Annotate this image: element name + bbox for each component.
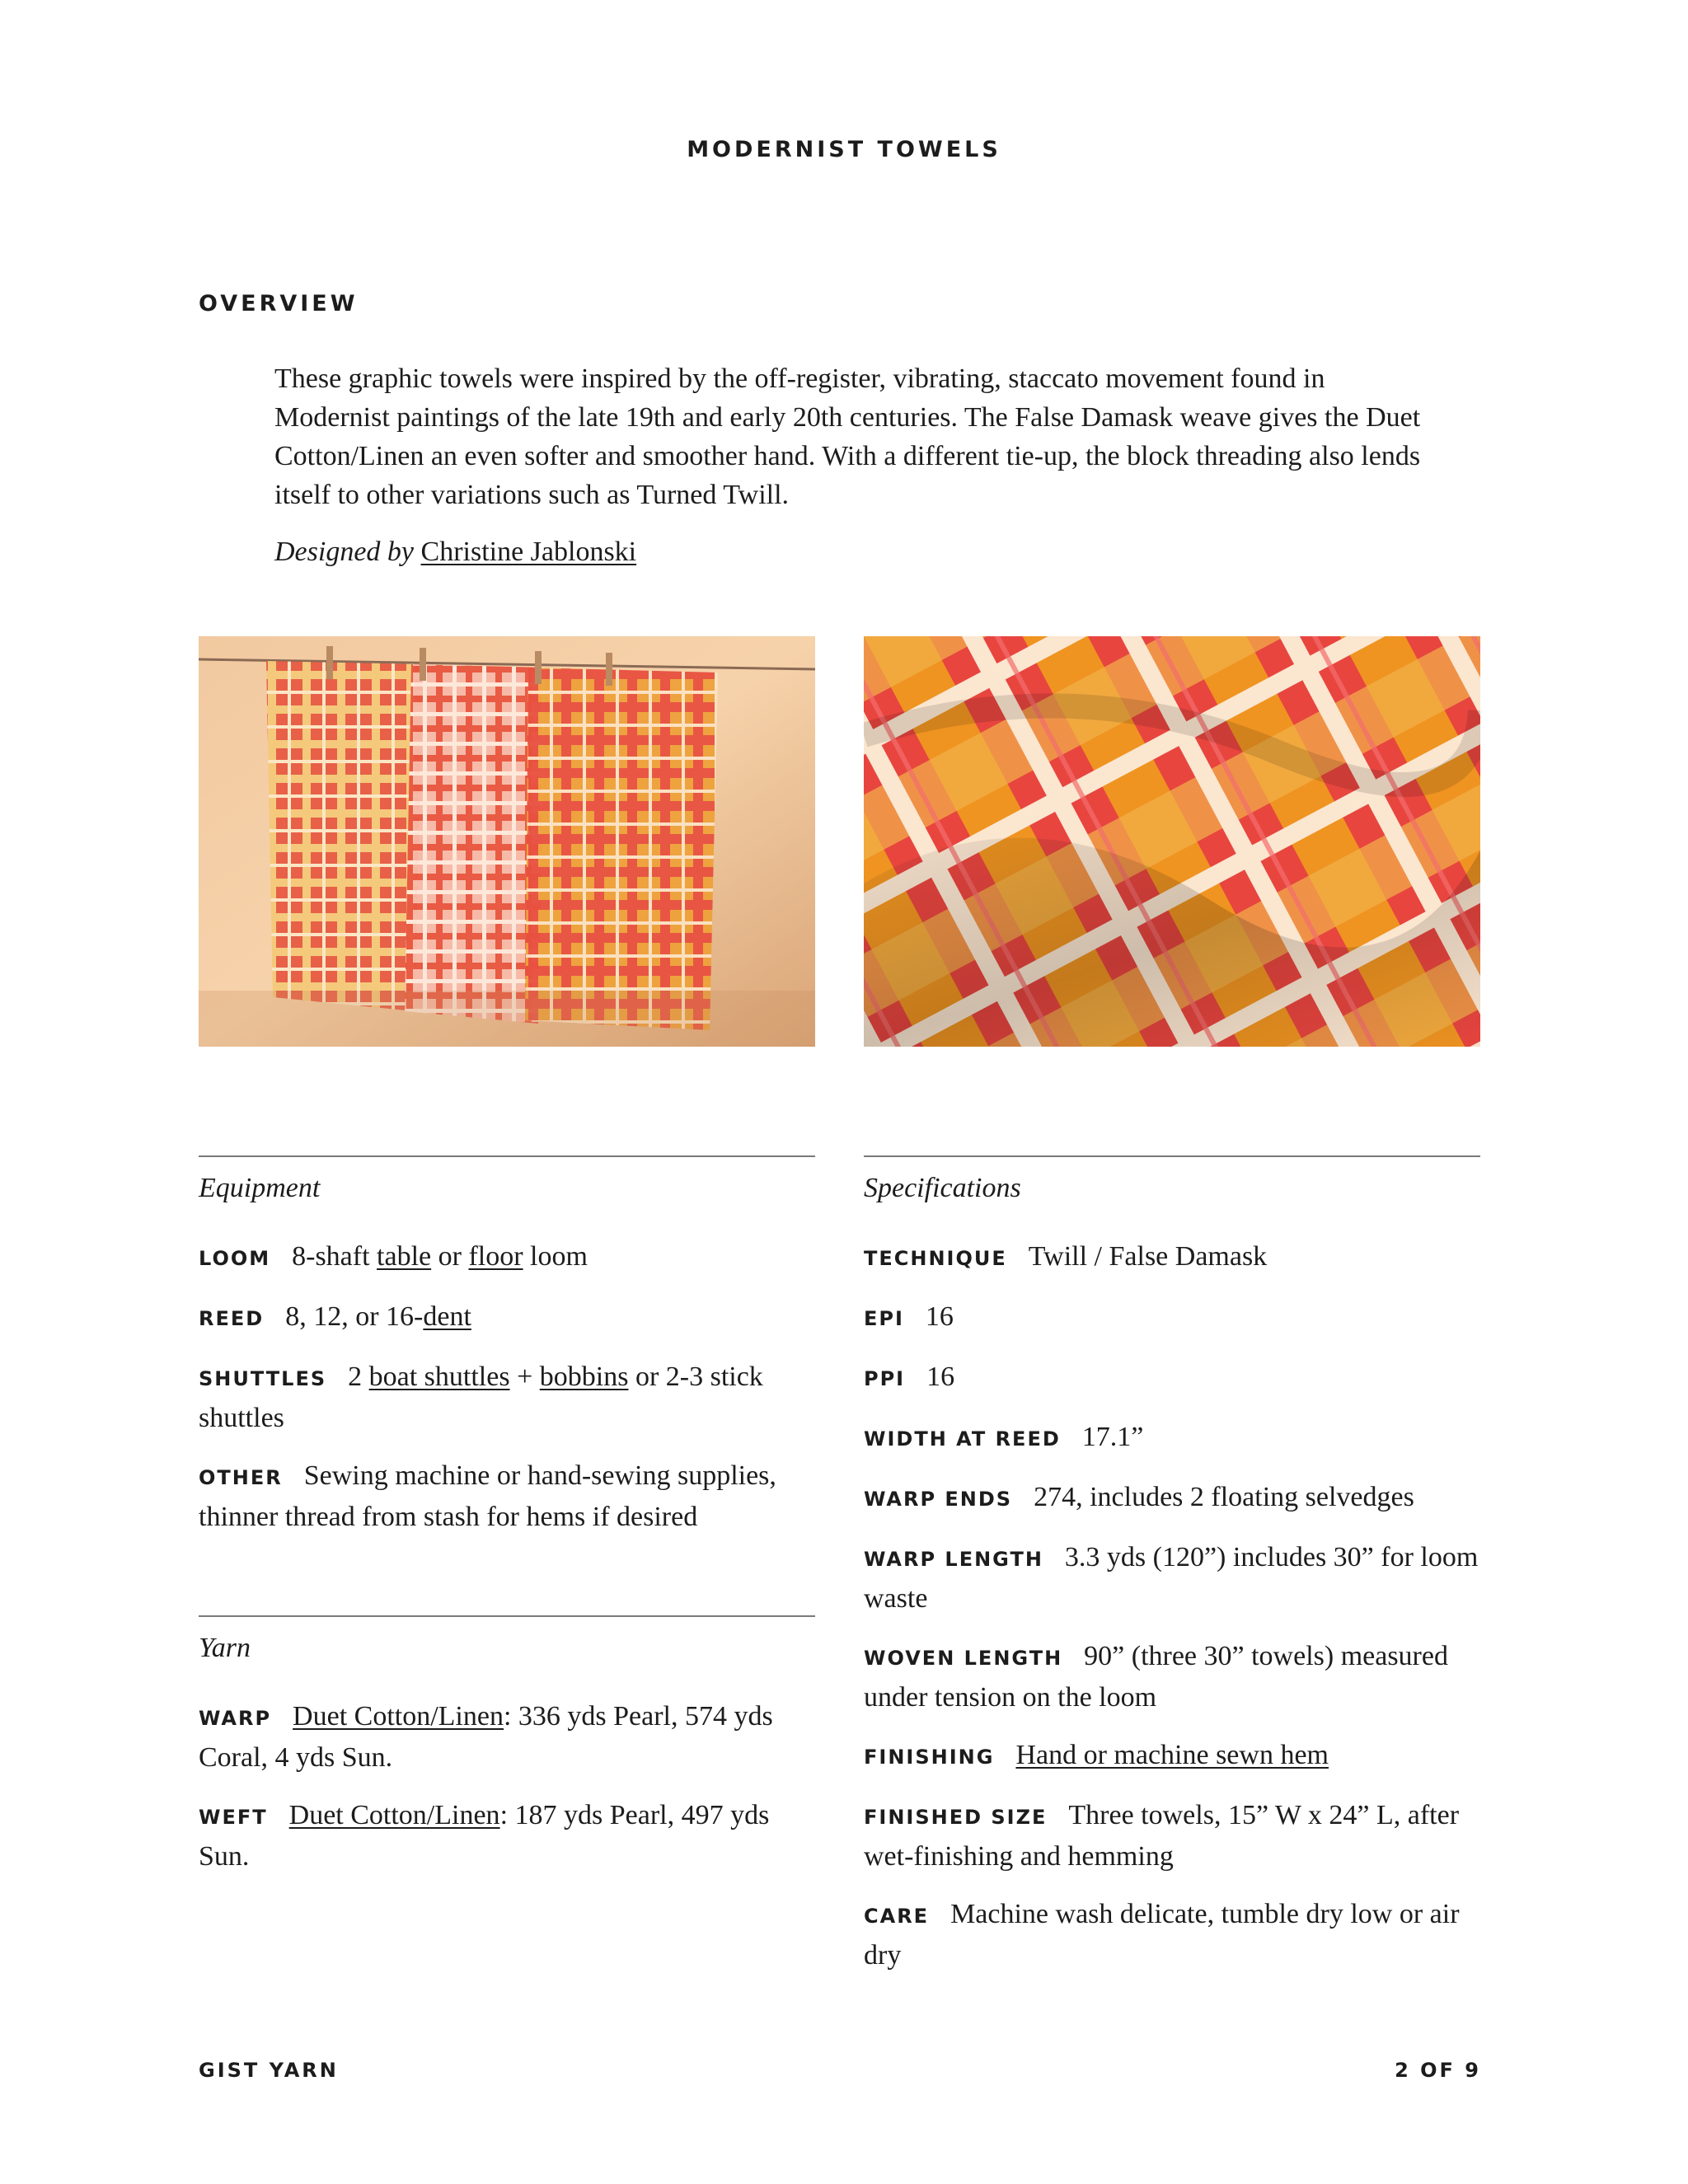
equipment-title: Equipment: [199, 1173, 321, 1203]
floor-loom-link[interactable]: floor: [468, 1241, 523, 1272]
woven-length-label: WOVEN LENGTH: [864, 1647, 1063, 1670]
designed-by: [274, 532, 636, 571]
boat-shuttles-link[interactable]: boat shuttles: [368, 1361, 510, 1392]
warp-yarn-link[interactable]: Duet Cotton/Linen: [293, 1701, 504, 1732]
spec-finishing: [864, 1736, 1480, 1777]
towels-hanging-photo: [199, 636, 815, 1047]
equipment-section: [199, 1155, 815, 1555]
spec-warp-ends: [864, 1478, 1480, 1519]
woven-length-value: 90” (three 30” towels) measured under tension on the loom: [864, 1641, 1448, 1713]
footer-brand: GIST YARN: [199, 2059, 339, 2082]
shuttles-label: SHUTTLES: [199, 1367, 327, 1390]
weft-yarn-link[interactable]: Duet Cotton/Linen: [288, 1800, 500, 1830]
reed-text: 8, 12, or 16-: [285, 1301, 424, 1332]
spec-width-at-reed: [864, 1418, 1480, 1459]
other-value: Sewing machine or hand-sewing supplies, thinner thread from stash for hems if desired: [199, 1460, 776, 1532]
technique-label: TECHNIQUE: [864, 1247, 1007, 1270]
technique-value: Twill / False Damask: [1028, 1241, 1268, 1272]
designed-by-prefix: Designed by: [274, 537, 415, 567]
section-divider: [199, 1615, 815, 1617]
spec-epi: [864, 1297, 1480, 1338]
loom-text-or: or: [431, 1241, 469, 1272]
overview-heading: OVERVIEW: [199, 291, 359, 316]
loom-text-end: loom: [523, 1241, 588, 1272]
finishing-label: FINISHING: [864, 1746, 995, 1769]
table-loom-link[interactable]: table: [377, 1241, 432, 1272]
care-label: CARE: [864, 1905, 930, 1928]
warp-value: : 336 yds Pearl, 574 yds Coral, 4 yds Sun.: [199, 1701, 773, 1773]
width-at-reed-label: WIDTH AT REED: [864, 1427, 1061, 1451]
reed-label: REED: [199, 1307, 265, 1330]
ppi-label: PPI: [864, 1367, 906, 1390]
spec-warp-length: [864, 1538, 1480, 1618]
specifications-section: [864, 1155, 1480, 1994]
section-divider: [199, 1155, 815, 1157]
spec-woven-length: [864, 1637, 1480, 1717]
weft-label: WEFT: [199, 1806, 268, 1829]
equipment-shuttles: [199, 1357, 815, 1437]
shuttles-text-plus: +: [509, 1361, 540, 1392]
spec-ppi: [864, 1357, 1480, 1399]
footer-page-number: 2 OF 9: [1395, 2059, 1481, 2082]
warp-length-label: WARP LENGTH: [864, 1548, 1043, 1571]
weft-value: : 187 yds Pearl, 497 yds Sun.: [199, 1800, 770, 1872]
other-label: OTHER: [199, 1466, 283, 1489]
section-divider: [864, 1155, 1480, 1157]
warp-ends-label: WARP ENDS: [864, 1488, 1013, 1511]
warp-length-value: 3.3 yds (120”) includes 30” for loom waste: [864, 1542, 1479, 1614]
epi-label: EPI: [864, 1307, 904, 1330]
overview-body: These graphic towels were inspired by the off-register, vibrating, staccato movement found in Modernist paintings of the late 19th and early 20th centuries. The False Damask weave gives the Duet Cotton/Linen an even softer and smoother hand. With a different tie-up, the block threading also lends itself to other variations such as Turned Twill.: [274, 363, 1421, 510]
loom-label: LOOM: [199, 1247, 271, 1270]
warp-ends-value: 274, includes 2 floating selvedges: [1034, 1482, 1414, 1512]
spec-care: [864, 1895, 1480, 1975]
spec-finished-size: [864, 1796, 1480, 1876]
yarn-section: [199, 1615, 815, 1895]
spec-technique: [864, 1237, 1480, 1278]
fabric-closeup-photo: [864, 636, 1480, 1047]
warp-label: WARP: [199, 1707, 272, 1730]
finished-size-label: FINISHED SIZE: [864, 1806, 1048, 1829]
equipment-reed: [199, 1297, 815, 1338]
yarn-weft: [199, 1796, 815, 1876]
equipment-loom: [199, 1237, 815, 1278]
equipment-other: [199, 1456, 815, 1536]
finished-size-value: Three towels, 15” W x 24” L, after wet-finishing and hemming: [864, 1800, 1460, 1872]
bobbins-link[interactable]: bobbins: [539, 1361, 629, 1392]
yarn-warp: [199, 1697, 815, 1777]
specifications-title: Specifications: [864, 1173, 1021, 1203]
ppi-value: 16: [926, 1361, 955, 1392]
care-value: Machine wash delicate, tumble dry low or air dry: [864, 1899, 1460, 1971]
epi-value: 16: [925, 1301, 954, 1332]
shuttles-text: 2: [348, 1361, 369, 1392]
page-header-title: MODERNIST TOWELS: [687, 137, 1001, 162]
width-at-reed-value: 17.1”: [1081, 1422, 1144, 1452]
loom-text: 8-shaft: [292, 1241, 377, 1272]
designer-link[interactable]: Christine Jablonski: [420, 537, 637, 567]
yarn-title: Yarn: [199, 1633, 251, 1663]
dent-link[interactable]: dent: [423, 1301, 471, 1332]
shuttles-text-end: or 2-3 stick shuttles: [199, 1361, 763, 1433]
finishing-link[interactable]: Hand or machine sewn hem: [1015, 1740, 1329, 1770]
